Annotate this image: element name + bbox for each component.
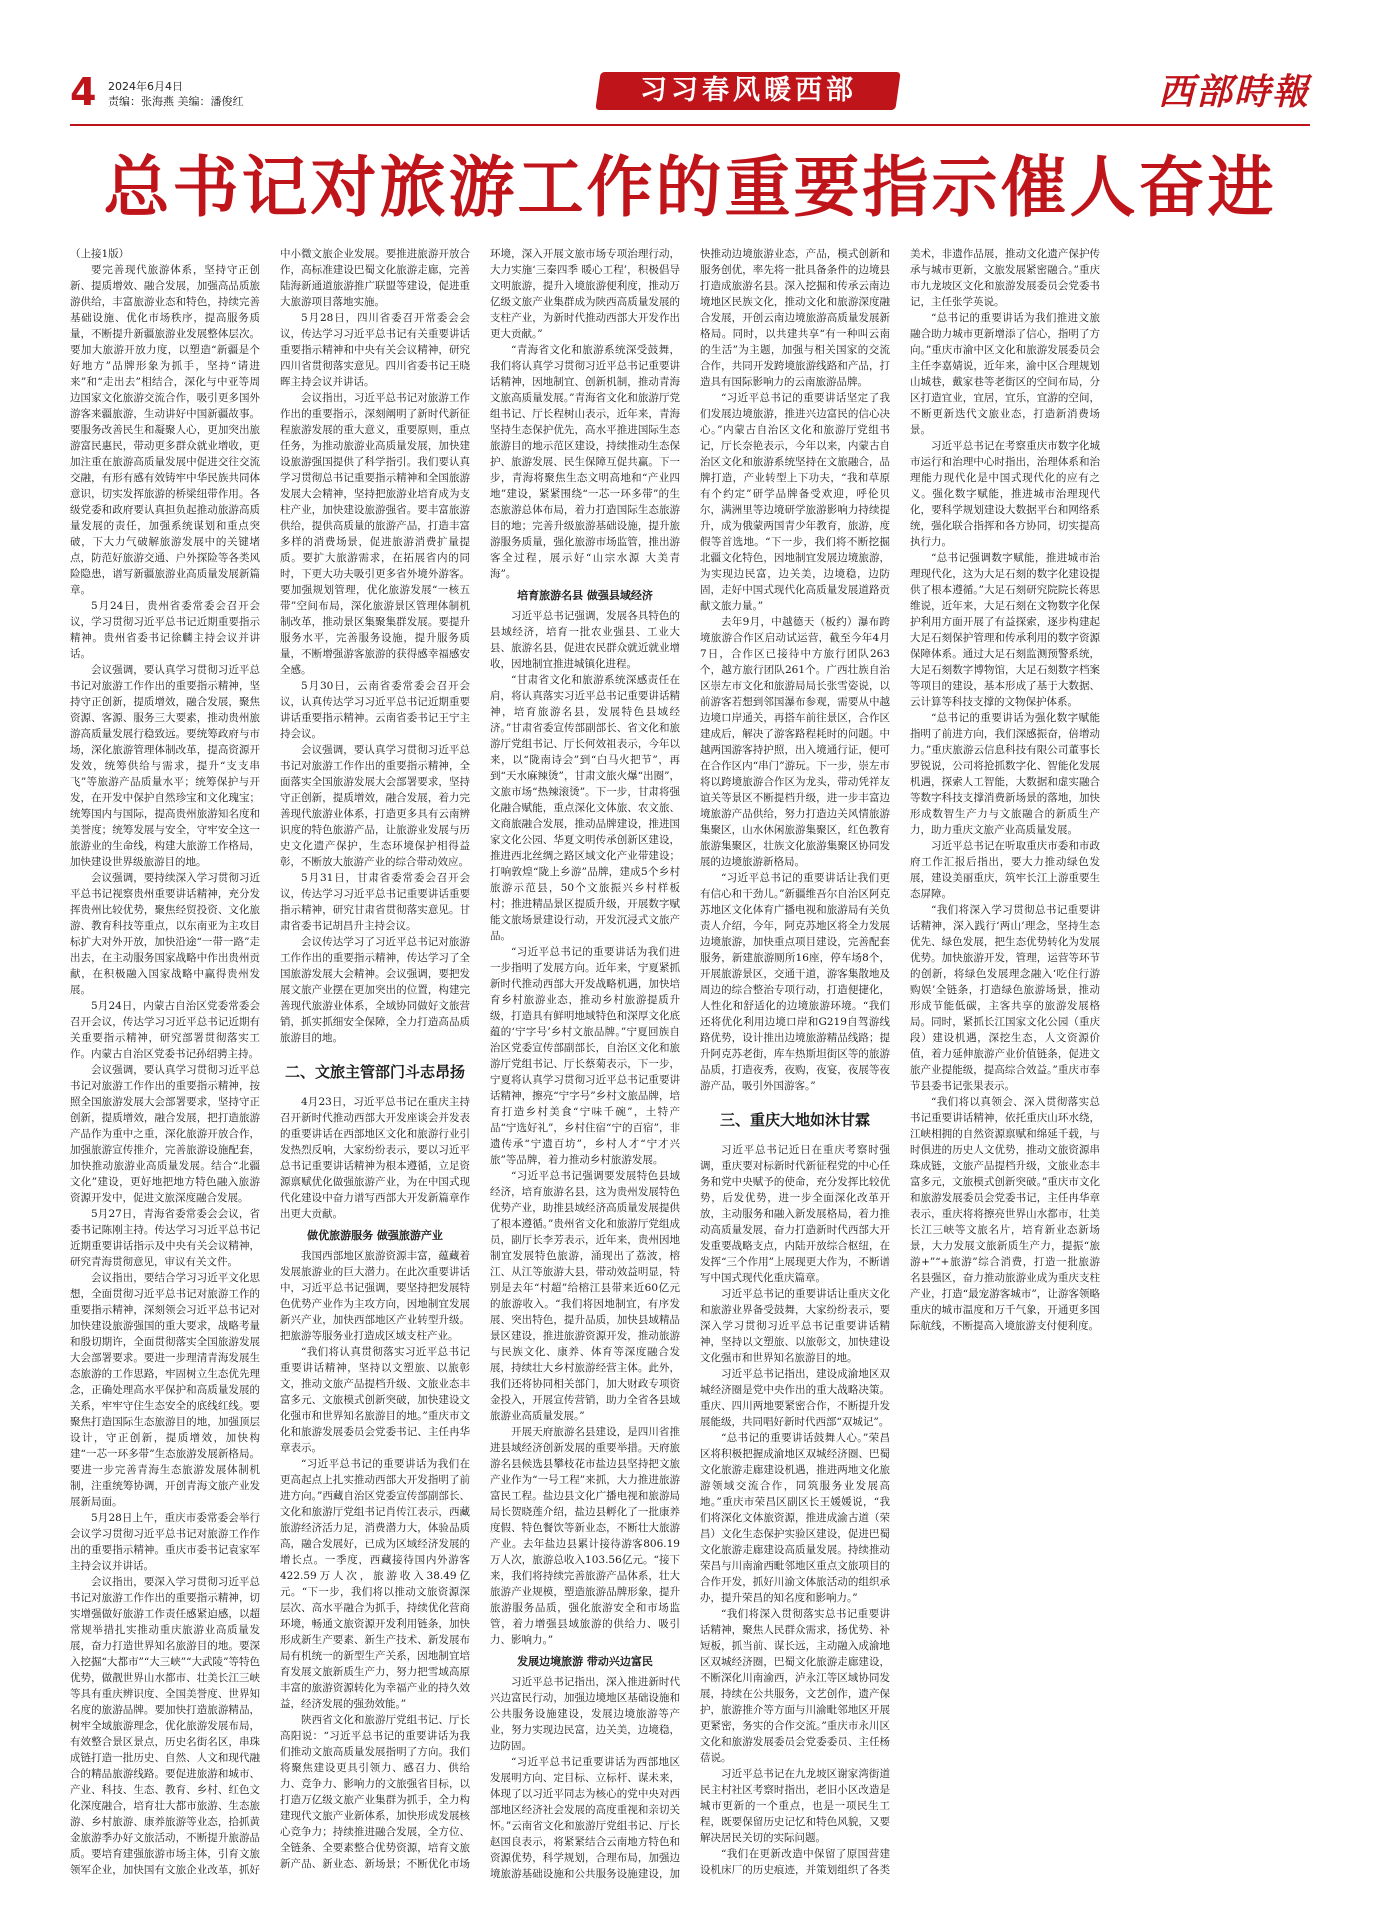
column-title: 习习春风暖西部: [639, 75, 857, 106]
article-paragraph: “习近平总书记的重要讲话为我们在更高起点上扎实推动西部大开发指明了前进方向。”西藏自治区党委宣传部副部长、文化和旅游厅党组书记肖传江表示，西藏旅游经济活力足，消费潜力大，体验品质高，融合发展好，已成为区域经济发展的增长点。一季度，西藏接待国内外游客422.59万人次，旅游收入38.49亿元。“下一步，我们将以推动文旅资源深层次、高水平融合为抓手，持续优化营商环境，畅通文旅资源开发利用链条，加快形成新生产要素、新生产技术、新发展布局有机统一的新型生产关系，因地制宜培育发展文旅新质生产力，努力把雪域高原丰富的旅游资源转化为幸福产业的持久效益，经济发展的强劲效能。”: [280, 1458, 470, 1710]
article-paragraph: 习近平总书记近日在重庆考察时强调，重庆要对标新时代新征程党的中心任务和党中央赋予的使命，充分发挥比较优势，后发优势，进一步全面深化改革开放，主动服务和融入新发展格局，着力推动高质量发展，奋力打造新时代西部大开发重要战略支点，内陆开放综合枢纽，在发挥“三个作用”上展现更大作为，不断谱写中国式现代化重庆篇章。: [700, 1144, 890, 1284]
article-paragraph: 会议强调，要认真学习贯彻习近平总书记对旅游工作作出的重要指示精神，坚持守正创新，提质增效，融合发展，聚焦资源、客源、服务三大要素，推动贵州旅游高质量发展行稳致远。要统筹政府与市场，深化旅游管理体制改革，提高资源开发效，统筹供给与需求，提升“支支串飞”等旅游产品质量水平；统筹保护与开发，在开发中保护自然珍宝和文化瑰宝；统筹国内与国际，提高贵州旅游知名度和美誉度；统筹发展与安全，守牢安全这一旅游业的生命线，构建大旅游工作格局，加快建设世界级旅游目的地。: [70, 664, 260, 868]
article-paragraph: 要完善现代旅游体系，坚持守正创新、提质增效、融合发展，加强高品质旅游供给，丰富旅游业态和特色，持续完善基础设施、优化市场秩序，提高服务质量，不断提升新疆旅游业发展整体层次。要加大旅游开放力度，以塑造“新疆是个好地方”品牌形象为抓手，坚持“请进来”和“走出去”相结合，深化与中亚等周边国家文化旅游交流合作，吸引更多国外游客来疆旅游，生动讲好中国新疆故事。要服务改善民生和凝聚人心，更加突出旅游富民惠民，带动更多群众就业增收，更加注重在旅游高质量发展中促进交往交流交融，有形有感有效铸牢中华民族共同体意识，切实发挥旅游的桥梁纽带作用。各级党委和政府要认真担负起推动旅游高质量发展的责任，加强系统谋划和重点突破，下大力气破解旅游发展中的关键堵点，防范好旅游交通、户外探险等各类风险隐患，谱写新疆旅游业高质量发展新篇章。: [70, 264, 260, 596]
article-paragraph: “总书记的重要讲话鼓舞人心。”荣昌区将积极把握成渝地区双城经济圈、巴蜀文化旅游走廊建设机遇，推进两地文化旅游领域交流合作，同筑服务业发展高地。”重庆市荣昌区副区长王媛媛说，“我们将深化文体旅资源，推进成渝古道（荣昌）文化生态保护实验区建设，促进巴蜀文化旅游走廊建设高质量发展。持续推动荣昌与川南渝西毗邻地区重点文旅项目的合作开发，抓好川渝文体旅活动的组织承办，提升荣昌的知名度和影响力。”: [700, 1432, 890, 1604]
article-paragraph: 会议指出，要深入学习贯彻习近平总书记对旅游工作作出的重要指示精神，切实增强做好旅游工作责任感紧迫感，以超常规举措扎实推动重庆旅游业高质量发展，奋力打造世界知名旅游目的地。要深入挖掘“大都市”“大三峡”“大武陵”等特色优势，做靓世界山水都市、壮美长江三峡等具有重庆辨识度、全国美誉度、世界知名度的旅游品牌。要加快打造旅游精品，树牢全域旅游理念，优化旅游发展布局，有效整合景区景点，历史名街名区，串珠成链打造一批历史、自然、人文和现代融合的精品旅游线路。要促进旅游和城市、产业、科技、生态、教育、乡村、红色文化深度融合，培育壮大都市旅游、生态旅游、乡村旅游、康养旅游等业态，拾抓黄金旅游季办好文旅活动，不断提升旅游品质。要培育建强旅游市场主体，引育文旅领军企业，加快国有文旅企业改革，抓好中小微文旅企业发展。要推进旅游开放合作，高标准建设巴蜀文化旅游走廊，完善陆海新通道旅游推广联盟等建设，促进重大旅游项目落地实施。: [70, 248, 470, 1876]
section-heading: 三、重庆大地如沐甘霖: [719, 1111, 870, 1129]
article-paragraph: 习近平总书记强调，发展各具特色的县域经济，培育一批农业强县、工业大县、旅游名县，促进农民群众就近就业增收，因地制宜推进城镇化进程。: [490, 610, 680, 670]
subheading: 做优旅游服务 做强旅游产业: [307, 1229, 443, 1242]
article-paragraph: 习近平总书记的重要讲话让重庆文化和旅游业界备受鼓舞，大家纷纷表示，要深入学习贯彻习近平总书记重要讲话精神，坚持以文塑旅、以旅彰文，加快建设文化强市和世界知名旅游目的地。: [700, 1288, 890, 1364]
section-heading: 二、文旅主管部门斗志昂扬: [284, 1063, 465, 1081]
article-paragraph: 习近平总书记在考察重庆市数字化城市运行和治理中心时指出，治理体系和治理能力现代化是中国式现代化的应有之义。强化数字赋能，推进城市治理现代化，要科学规划建设大数据平台和网络系统，强化联合指挥和各方协同，切实提高执行力。: [910, 440, 1100, 548]
article-body: [70, 246, 1310, 1886]
article-paragraph: “习近平总书记的重要讲话为我们进一步指明了发展方向。近年来，宁夏紧抓新时代推动西部大开发战略机遇，加快培育乡村旅游业态，推动乡村旅游提质升级，打造具有鲜明地域特色和深厚文化底蕴的‘宁字号’乡村文旅品牌。”宁夏回族自治区党委宣传部副部长，自治区文化和旅游厅党组书记、厅长蔡菊表示，下一步，宁夏将认真学习贯彻习近平总书记重要讲话精神，擦亮“宁字号”乡村文旅品牌，培育打造乡村美食“宁味千碗”，土特产品“宁选好礼”，乡村住宿“宁的百宿”，非遗传承“宁遗百坊”，乡村人才“宁才兴旅”等品牌，着力推动乡村旅游发展。: [490, 946, 680, 1166]
article-paragraph: 习近平总书记在听取重庆市委和市政府工作汇报后指出，要大力推动绿色发展，建设美丽重庆，筑牢长江上游重要生态屏障。: [910, 840, 1100, 900]
column-title-banner: [595, 72, 900, 110]
editor-credits: 责编：张海燕 美编：潘俊红: [108, 95, 244, 108]
article-paragraph: 5月28日，四川省委召开常委会会议，传达学习习近平总书记有关重要讲话重要指示精神和中央有关会议精神，研究四川省贯彻落实意见。四川省委书记王晓晖主持会议并讲话。: [280, 312, 470, 388]
page-number: 4: [70, 70, 97, 114]
article-paragraph: 会议传达学习了习近平总书记对旅游工作作出的重要指示精神，传达学习了全国旅游发展大会精神。会议强调，要把发展文旅产业摆在更加突出的位置，构建完善现代旅游业体系，全域协同做好文旅营销，抓实抓细安全保障，全力打造高品质旅游目的地。: [280, 936, 470, 1044]
article-paragraph: “我们在更新改造中保留了原国营建设机床厂的历史痕迹，并策划组织了各类美术，非遗作品展，推动文化遗产保护传承与城市更新，文旅发展紧密融合。”重庆市九龙坡区文化和旅游发展委员会党委书记，主任张学英说。: [700, 248, 1100, 1876]
article-paragraph: 陕西省文化和旅游厅党组书记、厅长高阳说：“习近平总书记的重要讲话为我们推动文旅高质量发展指明了方向。我们将聚焦建设更具引领力、感召力、供给力、竞争力、影响力的文旅强省目标，以打造万亿级文旅产业集群为抓手，全力构建现代文旅产业新体系，加快形成发展核心竞争力；持续推进融合发展，全方位、全链条、全要素整合优势资源，培育文旅新产品、新业态、新场景；不断优化市场环境，深入开展文旅市场专项治理行动，大力实施‘三秦四季 暖心工程’，积极倡导文明旅游，提升入境旅游便利度，推动万亿级文旅产业集群成为陕西高质量发展的支柱产业，为新时代推动西部大开发作出更大贡献。”: [280, 248, 680, 1870]
article-paragraph: “我们将深入学习贯彻总书记重要讲话精神，深入践行‘两山’理念，坚持生态优先、绿色发展，把生态优势转化为发展优势。加快旅游开发，管理，运营等环节的创新，将绿色发展理念融入‘吃住行游购娱’全链条，打造绿色旅游场景，推动形成节能低碳，主客共享的旅游发展格局。同时，紧抓长江国家文化公园（重庆段）建设机遇，深挖生态，人文资源价值，着力延伸旅游产业价值链条，促进文旅产业提能级，提高综合效益。”重庆市奉节县委书记张果表示。: [910, 904, 1100, 1092]
continued-note: （上接1版）: [70, 248, 130, 260]
article-paragraph: “青海省文化和旅游系统深受鼓舞，我们将认真学习贯彻习近平总书记重要讲话精神，因地制宜、创新机制，推动青海文旅高质量发展。”青海省文化和旅游厅党组书记、厅长程树山表示，近年来，青海坚持生态保护优先，高水平推进国际生态旅游目的地示范区建设，持续推动生态保护、旅游发展、民生保障互促共赢。下一步，青海将聚焦生态文明高地和“产业四地”建设，紧紧围绕“一芯一环多带”的生态旅游总体布局，着力打造国际生态旅游目的地；完善升级旅游基础设施，提升旅游服务质量，强化旅游市场监管，推出游客全过程，展示好“山宗水源 大美青海”。: [490, 344, 680, 580]
article-paragraph: 5月30日，云南省委常委会召开会议，认真传达学习习近平总书记近期重要讲话重要指示精神。云南省委书记王宁主持会议。: [280, 680, 470, 740]
article-paragraph: 习近平总书记指出，深入推进新时代兴边富民行动，加强边境地区基础设施和公共服务设施建设，发展边境旅游等产业，努力实现边民富，边关美，边境稳，边防固。: [490, 1676, 680, 1752]
article-paragraph: 会议强调，要认真学习贯彻习近平总书记对旅游工作作出的重要指示精神，按照全国旅游发展大会部署要求，坚持守正创新，提质增效，融合发展，把打造旅游产品作为重中之重，深化旅游开放合作，加强旅游宣传推介，完善旅游设施配套，加快推动旅游业高质量发展。结合“北疆文化”建设，更好地把地方特色融入旅游资源开发中，促进文旅深度融合发展。: [70, 1064, 260, 1204]
article-paragraph: 我国西部地区旅游资源丰富，蕴藏着发展旅游业的巨大潜力。在此次重要讲话中，习近平总书记强调，要坚持把发展特色优势产业作为主攻方向，因地制宜发展新兴产业，加快西部地区产业转型升级。把旅游等服务业打造成区域支柱产业。: [280, 1250, 470, 1342]
paper-logo: 西部時報: [1157, 71, 1310, 113]
article-paragraph: 会议强调，要持续深入学习贯彻习近平总书记视察贵州重要讲话精神，充分发挥贵州比较优势，聚焦经贸投资、文化旅游、教育科技等重点，以东南亚为主攻目标扩大对外开放，加快沿途“一带一路”走出去，在主动服务国家战略中作出贵州贡献，在积极融入国家战略中赢得贵州发展。: [70, 872, 260, 996]
article-paragraph: “我们将认真贯彻落实习近平总书记重要讲话精神，坚持以文塑旅、以旅彰文，推动文旅产品提档升级、文旅业态丰富多元、文旅模式创新突破，加快建设文化强市和世界知名旅游目的地。”重庆市文化和旅游发展委员会党委书记、主任冉华章表示。: [280, 1346, 470, 1454]
article-paragraph: “总书记强调数字赋能，推进城市治理现代化，这为大足石刻的数字化建设提供了根本遵循。”大足石刻研究院院长蒋思维说，近年来，大足石刻在文物数字化保护利用方面开展了有益探索，逐步构建起大足石刻保护管理和传承利用的数字资源保障体系。通过大足石刻监测预警系统，大足石刻数字博物馆，大足石刻数字档案等项目的建设，基本形成了基于大数据、云计算等科技支撑的文物保护体系。: [910, 552, 1100, 708]
article-paragraph: “习近平总书记强调要发展特色县域经济，培育旅游名县，这为贵州发展特色优势产业，助推县域经济高质量发展提供了根本遵循。”贵州省文化和旅游厅党组成员，副厅长李芳表示，近年来，贵州因地制宜发展特色旅游，涌现出了荔波，榕江、从江等旅游大县，带动效益明显，特别是去年“村超”给榕江县带来近60亿元的旅游收入。“我们将因地制宜，有序发展、突出特色，提升品质，加快县域精品景区建设，推进旅游资源开发，推动旅游与民族文化、康养、体育等深度融合发展，持续壮大乡村旅游经营主体。此外，我们还将协同相关部门，加大财政专项资金投入，开展宣传营销，助力全省各县域旅游业高质量发展。”: [490, 1170, 680, 1422]
article-paragraph: 会议指出，习近平总书记对旅游工作作出的重要指示，深刻阐明了新时代新征程旅游发展的重大意义，重要原则，重点任务，为推动旅游业高质量发展，加快建设旅游强国提供了科学指引。我们要认真学习贯彻总书记重要指示精神和全国旅游发展大会精神，坚持把旅游业培育成为支柱产业，加快建设旅游强省。要丰富旅游供给，提供高质量的旅游产品，打造丰富多样的消费场景，促进旅游消费扩量提质。要扩大旅游需求，在拓展省内的同时，下更大功夫吸引更多省外境外游客。要加强规划管理，优化旅游发展“一核五带”空间布局，深化旅游景区管理体制机制改革，推动景区集聚集群发展。要提升服务水平，完善服务设施，提升服务质量，不断增强游客旅游的获得感幸福感安全感。: [280, 392, 470, 676]
article-paragraph: 5月28日上午，重庆市委常委会举行会议学习贯彻习近平总书记对旅游工作作出的重要指示精神。重庆市委书记袁家军主持会议并讲话。: [70, 1512, 260, 1572]
article-paragraph: 去年9月，中越德天（板约）瀑布跨境旅游合作区启动试运营，截至今年4月7日，合作区已接待中方旅行团队263个，越方旅行团队261个。广西壮族自治区崇左市文化和旅游局局长张雪姿说，以前游客若想到邻国瀑布参观，需要从中越边境口岸通关，再搭车前往景区，合作区建成后，解决了游客路程耗时的问题。中越两国游客持护照，出入境通行证，便可在合作区内“串门”游玩。下一步，崇左市将以跨境旅游合作区为龙头，带动凭祥友谊关等景区不断提档升级，进一步丰富边境旅游产品供给，努力打造边关风情旅游集聚区，山水休闲旅游集聚区，红色教育旅游集聚区，壮族文化旅游集聚区协同发展的边境旅游新格局。: [700, 616, 890, 868]
masthead: [70, 70, 1310, 120]
article-paragraph: 4月23日，习近平总书记在重庆主持召开新时代推动西部大开发座谈会并发表的重要讲话在西部地区文化和旅游行业引发热烈反响，大家纷纷表示，要以习近平总书记重要讲话精神为根本遵循，立足资源禀赋优化做强旅游产业，为在中国式现代化建设中奋力谱写西部大开发新篇章作出更大贡献。: [280, 1096, 470, 1220]
subheading: 发展边境旅游 带动兴边富民: [517, 1655, 653, 1668]
article-paragraph: “我们将以真领会、深入贯彻落实总书记重要讲话精神，依托重庆山环水绕，江峡相拥的自然资源禀赋和绵延千载，与时俱进的历史人文优势，推动文旅资源串珠成链，文旅产品提档升级，文旅业态丰富多元，文旅模式创新突破。”重庆市文化和旅游发展委员会党委书记，主任冉华章表示，重庆将将擦亮世界山水都市，壮美长江三峡等文旅名片，培育新业态新场景，大力发展文旅新质生产力，提振“旅游+”“+旅游”综合消费，打造一批旅游名县强区，奋力推动旅游业成为重庆支柱产业，打造“最宠游客城市”，让游客领略重庆的城市温度和万千气象，开通更多国际航线，不断提高入境旅游支付便利度。: [910, 1096, 1100, 1332]
article-paragraph: 5月24日，贵州省委常委会召开会议，学习贯彻习近平总书记近期重要指示精神。贵州省委书记徐麟主持会议并讲话。: [70, 600, 260, 660]
article-paragraph: 5月27日，青海省委常委会会议，省委书记陈刚主持。传达学习习近平总书记近期重要讲话指示及中央有关会议精神，研究青海贯彻意见，审议有关文件。: [70, 1208, 260, 1268]
article-paragraph: “习近平总书记的重要讲话坚定了我们发展边境旅游，推进兴边富民的信心决心。”内蒙古自治区文化和旅游厅党组书记，厅长奈艳表示，今年以来，内蒙古自治区文化和旅游系统坚持在文旅融合，品牌打造，产业转型上下功夫，“我和草原有个约定”研学品牌备受欢迎，呼伦贝尔，满洲里等边境研学旅游影响力持续提升，成为俄蒙两国青少年教育，旅游，度假等首选地。“下一步，我们将不断挖掘北疆文化特色，因地制宜发展边境旅游，为实现边民富，边关美，边境稳，边防固，走好中国式现代化高质量发展道路贡献文旅力量。”: [700, 392, 890, 612]
article-paragraph: 5月31日，甘肃省委常委会召开会议，传达学习习近平总书记重要讲话重要指示精神，研究甘肃省贯彻落实意见。甘肃省委书记胡昌升主持会议。: [280, 872, 470, 932]
headline: 总书记对旅游工作的重要指示催人奋进: [103, 149, 1277, 226]
article-paragraph: 习近平总书记指出，建设成渝地区双城经济圈是党中央作出的重大战略决策。重庆、四川两地要紧密合作，不断提升发展能级，共同唱好新时代西部“双城记”。: [700, 1368, 890, 1428]
article-paragraph: 开展天府旅游名县建设，是四川省推进县域经济创新发展的重要举措。天府旅游名县候选县攀枝花市盐边县坚持把文旅产业作为“一号工程”来抓，大力推进旅游富民工程。盐边县文化广播电视和旅游局局长贺晓莲介绍，盐边县孵化了一批康养度假、特色餐饮等新业态，不断壮大旅游产业。去年盐边县累计接待游客806.19万人次，旅游总收入103.56亿元。“接下来，我们将持续完善旅游产品体系，壮大旅游产业规模，塑造旅游品牌形象，提升旅游服务品质，强化旅游安全和市场监管，着力增强县域旅游的供给力、吸引力、影响力。”: [490, 1426, 680, 1646]
issue-info: [108, 79, 244, 109]
article-paragraph: “习近平总书记的重要讲话让我们更有信心和干劲儿。”新疆维吾尔自治区阿克苏地区文化体育广播电视和旅游局有关负责人介绍，今年，阿克苏地区将全力发展边境旅游，加快重点项目建设，完善配套服务，新建旅游厕所16座，停车场8个，开展旅游景区，交通干道，游客集散地及周边的综合整治专项行动，打造便捷化，人性化和舒适化的边境旅游环境。“我们还将优化利用边境口岸和G219自驾游线路优势，设计推出边境旅游精品线路；提升阿克苏老街，库车热斯坦街区等的旅游品质，打造夜秀，夜购，夜宴，夜展等夜游产品，吸引外国游客。”: [700, 872, 890, 1092]
article-paragraph: “甘肃省文化和旅游系统深感责任在肩，将认真落实习近平总书记重要讲话精神，培育旅游名县，发展特色县域经济。”甘肃省委宣传部副部长、省文化和旅游厅党组书记、厅长何效祖表示，今年以来，以“陇南诗会”到“白马火把节”，再到“天水麻辣烫”，甘肃文旅火爆“出圈”，文旅市场“热辣滚烫”。下一步，甘肃将强化融合赋能，重点深化文体旅、农文旅、文商旅融合发展，推动品牌建设，推进国家文化公园、华夏文明传承创新区建设，推进西北丝绸之路区域文化产业带建设；打响敦煌“陇上乡游”品牌，建成5个乡村旅游示范县，50个文旅振兴乡村样板村；推进精品景区提质升级，开展数字赋能文旅场景建设行动，开发沉浸式文旅产品。: [490, 674, 680, 942]
article-paragraph: “习近平总书记重要讲话为西部地区发展明方向、定目标、立标杆、谋未来，体现了以习近平同志为核心的党中央对西部地区经济社会发展的高度重视和亲切关怀。”云南省文化和旅游厅党组书记、厅长赵国良表示，将紧紧结合云南地方特色和资源优势，科学规划，合理布局，加强边境旅游基础设施和公共服务设施建设，加快推动边境旅游业态，产品，模式创新和服务创优，率先将一批具备条件的边境县打造成旅游名县。深入挖掘和传承云南边境地区民族文化，推动文化和旅游深度融合发展，开创云南边境旅游高质量发展新格局。同时，以共建共享“有一种叫云南的生活”为主题，加强与相关国家的交流合作，共同开发跨境旅游线路和产品，打造具有国际影响力的云南旅游品牌。: [490, 248, 890, 1880]
article-paragraph: “我们将深入贯彻落实总书记重要讲话精神，聚焦人民群众需求，扬优势、补短板，抓当前、谋长远，主动融入成渝地区双城经济圈，巴蜀文化旅游走廊建设，不断深化川南渝西，泸永江等区域协同发展，持续在公共服务，文艺创作，遗产保护，旅游推介等方面与川渝毗邻地区开展更紧密，务实的合作交流。”重庆市永川区文化和旅游发展委员会党委委员、主任杨蓓说。: [700, 1608, 890, 1764]
issue-date: 2024年6月4日: [108, 80, 183, 93]
subheading: 培育旅游名县 做强县域经济: [517, 589, 653, 602]
article-paragraph: 会议强调，要认真学习贯彻习近平总书记对旅游工作作出的重要指示精神，全面落实全国旅游发展大会部署要求，坚持守正创新，提质增效，融合发展，着力完善现代旅游业体系，打造更多具有云南辨识度的特色旅游产品，让旅游业发展与历史文化遗产保护，生态环境保护相得益彰，不断放大旅游产业的综合带动效应。: [280, 744, 470, 868]
article-paragraph: “总书记的重要讲话为我们推进文旅融合助力城市更新增添了信心，指明了方向。”重庆市渝中区文化和旅游发展委员会主任李嘉婧说，近年来，渝中区合理规划山城巷，戴家巷等老街区的空间布局，分区打造宜业，宜居，宜乐，宜游的空间，不断更新迭代文旅业态，打造新消费场景。: [910, 312, 1100, 436]
article-paragraph: 5月24日，内蒙古自治区党委常委会召开会议，传达学习习近平总书记近期有关重要指示精神，研究部署贯彻落实工作。内蒙古自治区党委书记孙绍骋主持。: [70, 1000, 260, 1060]
article-paragraph: 会议指出，要结合学习习近平文化思想，全面贯彻习近平总书记对旅游工作的重要指示精神，深刻领会习近平总书记对加快建设旅游强国的重大要求，战略考量和殷切期许，全面贯彻落实全国旅游发展大会部署要求。要进一步理清青海发展生态旅游的工作思路，牢固树立生态优先理念，正确处理高水平保护和高质量发展的关系，牢牢守住生态安全的底线红线。要聚焦打造国际生态旅游目的地，加强顶层设计，守正创新，提质增效，加快构建“一芯一环多带”生态旅游发展新格局。要进一步完善青海生态旅游发展体制机制，注重统筹协调，开创青海文旅产业发展新局面。: [70, 1272, 260, 1508]
article-paragraph: “总书记的重要讲话为强化数字赋能指明了前进方向，我们深感振奋，倍增动力。”重庆旅游云信息科技有限公司董事长罗锐说，公司将抢抓数字化、智能化发展机遇，探索人工智能，大数据和虚实融合等数字科技支撑消费新场景的落地，加快形成数智生产力与文旅融合的新质生产力，助力重庆文旅产业高质量发展。: [910, 712, 1100, 836]
article-paragraph: 习近平总书记在九龙坡区谢家湾街道民主村社区考察时指出，老旧小区改造是城市更新的一个重点，也是一项民生工程，既要保留历史记忆和特色风貌，又要解决居民关切的实际问题。: [700, 1768, 890, 1844]
masthead-divider: [70, 124, 1310, 126]
